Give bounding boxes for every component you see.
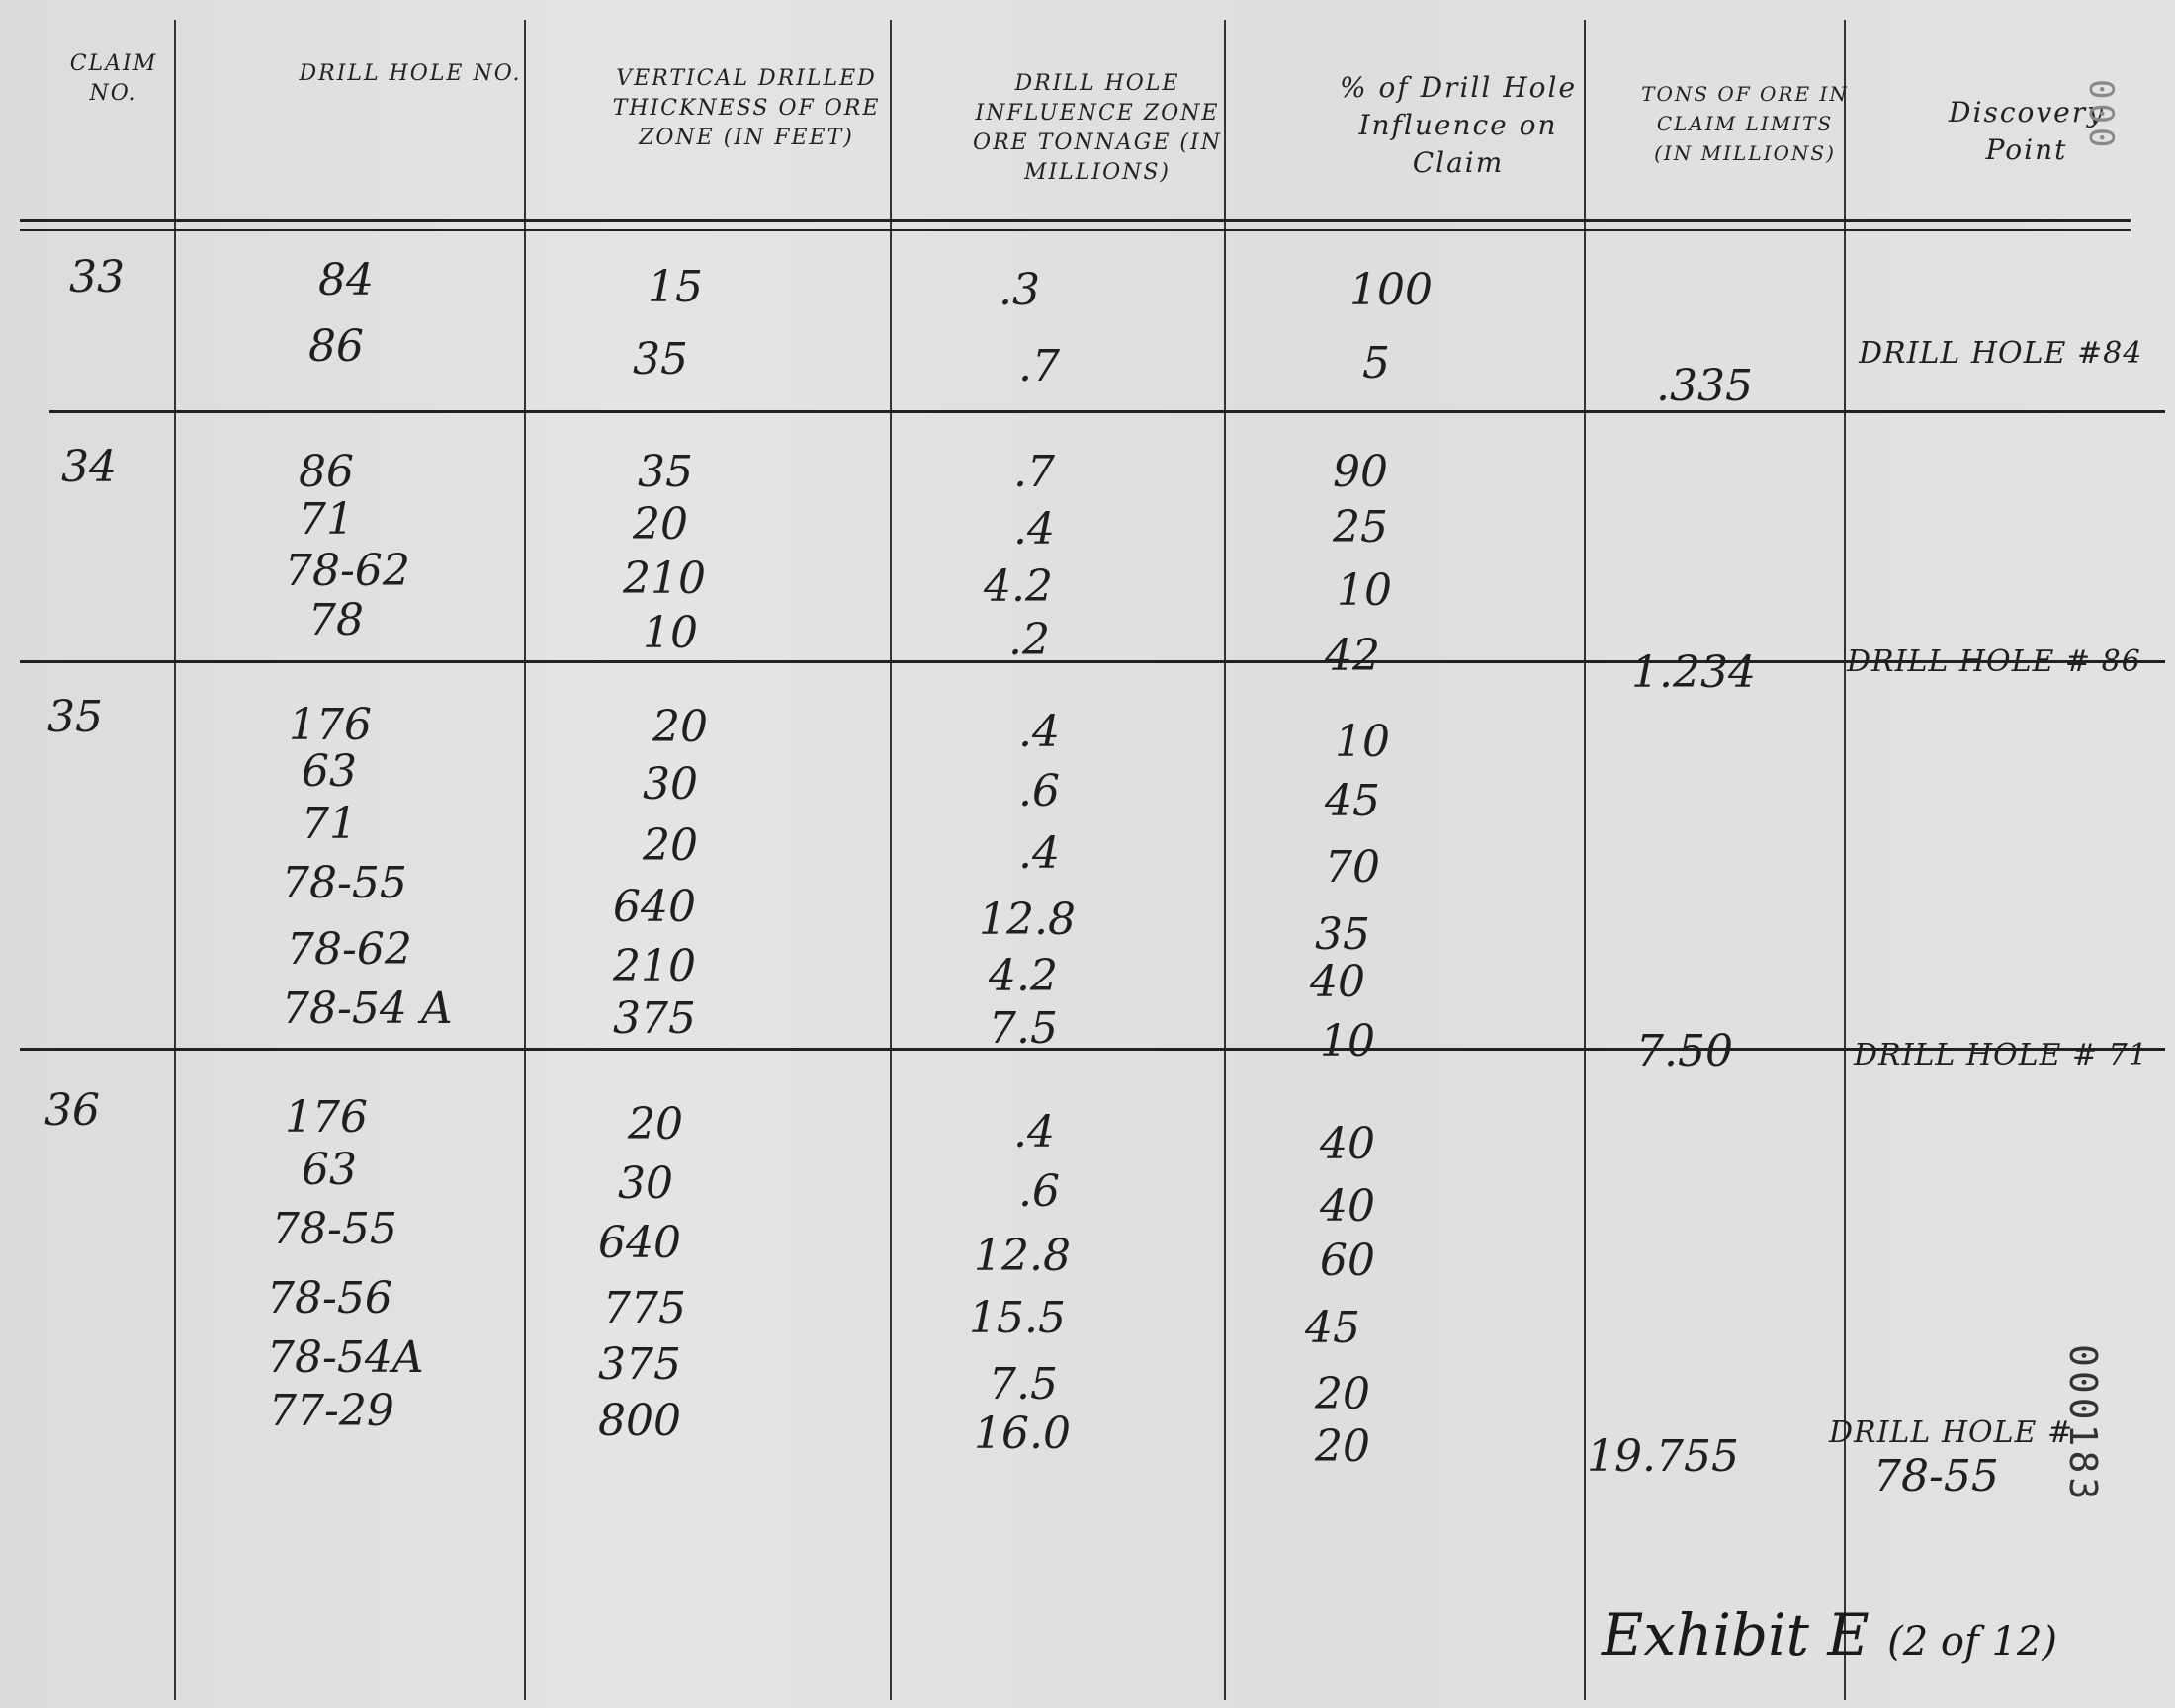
tons-in-claim: 19.755 xyxy=(1587,1431,1739,1482)
influence-pct: 10 xyxy=(1335,717,1390,767)
discovery-point-line1: DRILL HOLE # xyxy=(1829,1415,2074,1450)
tonnage: 4.2 xyxy=(989,951,1058,1001)
thickness: 20 xyxy=(633,499,688,550)
thickness: 640 xyxy=(613,882,696,932)
influence-pct: 45 xyxy=(1325,776,1380,826)
header-thickness: VERTICAL DRILLED THICKNESS OF ORE ZONE (IN FEET) xyxy=(612,66,881,150)
column-rule xyxy=(1584,20,1586,1700)
column-rule xyxy=(524,20,526,1700)
tonnage: 4.2 xyxy=(984,561,1053,612)
influence-pct: 20 xyxy=(1315,1421,1370,1472)
drill-hole: 86 xyxy=(308,321,364,372)
claim-separator xyxy=(20,660,2165,663)
claim-number: 36 xyxy=(44,1085,100,1136)
tonnage: .6 xyxy=(1018,1166,1060,1217)
influence-pct: 40 xyxy=(1320,1119,1375,1169)
drill-hole: 176 xyxy=(289,700,372,750)
header-tons-in-claim: TONS OF ORE IN CLAIM LIMITS (IN MILLIONS) xyxy=(1641,82,1849,165)
influence-pct: 40 xyxy=(1320,1181,1375,1232)
claim-separator xyxy=(49,410,2165,413)
thickness: 30 xyxy=(643,759,698,810)
drill-hole: 176 xyxy=(285,1092,368,1143)
tonnage: .4 xyxy=(1013,504,1055,555)
thickness: 20 xyxy=(652,702,708,752)
header-drill-hole-no: DRILL HOLE NO. xyxy=(299,61,522,86)
exhibit-page: (2 of 12) xyxy=(1887,1619,2058,1665)
claim-separator xyxy=(20,1048,2165,1051)
influence-pct: 5 xyxy=(1362,338,1390,388)
drill-hole: 71 xyxy=(299,494,354,545)
thickness: 375 xyxy=(613,993,696,1044)
influence-pct: 25 xyxy=(1333,502,1388,553)
discovery-point: DRILL HOLE # 71 xyxy=(1854,1038,2148,1072)
header-tonnage: DRILL HOLE INFLUENCE ZONE ORE TONNAGE (IN MILLIONS) xyxy=(973,71,1222,185)
tonnage: 7.5 xyxy=(989,1359,1058,1409)
drill-hole: 78 xyxy=(308,595,364,645)
discovery-point: DRILL HOLE #84 xyxy=(1859,336,2143,371)
thickness: 20 xyxy=(643,820,698,871)
tonnage: 12.8 xyxy=(979,895,1076,945)
drill-hole: 86 xyxy=(299,447,354,497)
exhibit-label xyxy=(1602,1601,2057,1668)
influence-pct: 35 xyxy=(1315,909,1370,960)
tonnage: .6 xyxy=(1018,766,1060,816)
thickness: 640 xyxy=(598,1218,681,1268)
thickness: 10 xyxy=(643,608,698,658)
tonnage: .7 xyxy=(1018,341,1060,391)
column-rule xyxy=(174,20,176,1700)
drill-hole: 77-29 xyxy=(269,1386,394,1436)
tonnage: 16.0 xyxy=(974,1409,1071,1459)
claim-number: 33 xyxy=(69,252,125,302)
claim-number: 35 xyxy=(47,692,103,742)
tonnage: .4 xyxy=(1018,707,1060,757)
thickness: 210 xyxy=(613,941,696,991)
drill-hole: 78-62 xyxy=(287,924,412,975)
header-rule xyxy=(20,219,2131,222)
drill-hole: 78-54 A xyxy=(282,983,453,1034)
header-discovery-point: Discovery Point xyxy=(1949,96,2105,166)
tons-in-claim: 1.234 xyxy=(1631,647,1756,698)
drill-hole: 78-55 xyxy=(282,858,407,908)
exhibit-main: Exhibit E xyxy=(1602,1601,1870,1668)
claim-number: 34 xyxy=(61,442,117,492)
drill-hole: 78-62 xyxy=(285,546,410,596)
influence-pct: 90 xyxy=(1333,447,1388,497)
tonnage: 7.5 xyxy=(989,1003,1058,1054)
influence-pct: 100 xyxy=(1349,265,1433,315)
thickness: 800 xyxy=(598,1396,681,1446)
drill-hole: 71 xyxy=(302,799,357,849)
drill-hole: 84 xyxy=(318,255,374,305)
influence-pct: 40 xyxy=(1310,957,1365,1007)
thickness: 35 xyxy=(633,334,688,384)
thickness: 20 xyxy=(628,1099,683,1150)
drill-hole: 78-54A xyxy=(267,1332,424,1383)
tonnage: .4 xyxy=(1018,828,1060,879)
tonnage: .7 xyxy=(1013,447,1055,497)
influence-pct: 42 xyxy=(1325,631,1380,681)
column-rule xyxy=(1224,20,1226,1700)
influence-pct: 10 xyxy=(1320,1016,1375,1067)
bates-stamp: 000183 xyxy=(2061,1344,2105,1504)
tonnage: 15.5 xyxy=(969,1293,1066,1343)
drill-hole: 63 xyxy=(302,746,357,797)
tons-in-claim: 7.50 xyxy=(1636,1026,1733,1076)
header-rule xyxy=(20,229,2131,231)
column-rule xyxy=(890,20,892,1700)
influence-pct: 70 xyxy=(1325,842,1380,893)
tonnage: 12.8 xyxy=(974,1231,1071,1281)
drill-hole: 78-55 xyxy=(272,1204,397,1254)
tons-in-claim: .335 xyxy=(1656,361,1753,411)
faded-stamp: 000 xyxy=(2081,79,2121,152)
influence-pct: 45 xyxy=(1305,1303,1360,1353)
thickness: 15 xyxy=(648,262,703,312)
header-pct-influence: % of Drill Hole Influence on Claim xyxy=(1339,71,1578,179)
tonnage: .2 xyxy=(1008,615,1050,665)
drill-hole: 63 xyxy=(302,1145,357,1195)
influence-pct: 60 xyxy=(1320,1236,1375,1286)
thickness: 375 xyxy=(598,1339,681,1390)
discovery-point-line2: 78-55 xyxy=(1873,1451,1999,1501)
influence-pct: 10 xyxy=(1337,565,1392,616)
tonnage: .3 xyxy=(999,265,1040,315)
discovery-point: DRILL HOLE # 86 xyxy=(1847,644,2141,679)
header-claim-no: CLAIM NO. xyxy=(69,51,158,106)
thickness: 210 xyxy=(623,554,706,604)
influence-pct: 20 xyxy=(1315,1369,1370,1419)
tonnage: .4 xyxy=(1013,1107,1055,1157)
thickness: 775 xyxy=(603,1283,686,1333)
thickness: 35 xyxy=(638,447,693,497)
drill-hole: 78-56 xyxy=(267,1273,392,1324)
thickness: 30 xyxy=(618,1158,673,1209)
